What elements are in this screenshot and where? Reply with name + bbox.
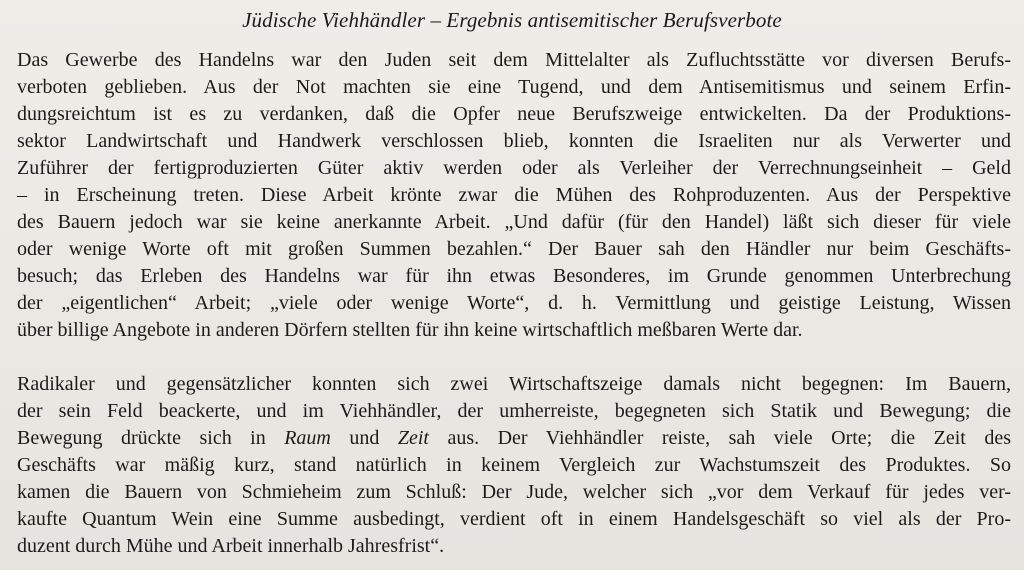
text-line: der „eigentlichen“ Arbeit; „viele oder wenige Worte“, d. h. Vermittlung und geistige Leistung, Wissen (17, 292, 1011, 314)
text-line: der sein Feld beackerte, und im Viehhändler, der umherreiste, begegneten sich Statik und Bewegung; die (17, 400, 1011, 422)
paragraph-1 (17, 47, 1011, 344)
text-line-with-emphasis (17, 425, 1011, 452)
text-line: dungsreichtum ist es zu verdanken, daß die Opfer neue Berufszweige entwickelten. Da der Produktions- (17, 103, 1011, 125)
text-line: kamen die Bauern von Schmieheim zum Schluß: Der Jude, welcher sich „vor dem Verkauf für jedes ver- (17, 481, 1011, 503)
page-title: Jüdische Viehhändler – Ergebnis antisemitischer Berufsverbote (242, 8, 782, 32)
text-line: Das Gewerbe des Handelns war den Juden seit dem Mittelalter als Zufluchtsstätte vor diversen Berufs- (17, 49, 1011, 71)
text-line: duzent durch Mühe und Arbeit innerhalb Jahresfrist“. (17, 535, 445, 557)
text-line: kaufte Quantum Wein eine Summe ausbedingt, verdient oft in einem Handelsgeschäft so viel als der Pro- (17, 508, 1011, 530)
text-line: oder wenige Worte oft mit großen Summen bezahlen.“ Der Bauer sah den Händler nur beim Geschäfts- (17, 238, 1011, 260)
text-line: Radikaler und gegensätzlicher konnten sich zwei Wirtschaftszeige damals nicht begegnen: Im Bauern, (17, 373, 1011, 395)
text-segment: Bewegung drückte sich in (17, 427, 285, 449)
text-line: – in Erscheinung treten. Diese Arbeit krönte zwar die Mühen des Rohproduzenten. Aus der Perspektive (17, 184, 1011, 206)
text-line: über billige Angebote in anderen Dörfern stellten für ihn keine wirtschaftlich meßbaren Werte dar. (17, 319, 803, 341)
emphasis-raum: Raum (284, 427, 331, 449)
paragraph-2 (17, 371, 1011, 560)
text-line: verboten geblieben. Aus der Not machten sie eine Tugend, und dem Antisemitismus und seinem Erfin- (17, 76, 1011, 98)
text-line: besuch; das Erleben des Handelns war für ihn etwas Besonderes, im Grunde genommen Unterbrechung (17, 265, 1011, 287)
text-segment: und (330, 427, 398, 449)
text-line: Geschäfts war mäßig kurz, stand natürlich in keinem Vergleich zur Wachstumszeit des Produktes. So (17, 454, 1011, 476)
text-segment: aus. Der Viehhändler reiste, sah viele Orte; die Zeit des (428, 427, 1011, 449)
text-line: sektor Landwirtschaft und Handwerk verschlossen blieb, konnten die Israeliten nur als Verwerter und (17, 130, 1011, 152)
emphasis-zeit: Zeit (397, 427, 429, 449)
text-line: des Bauern jedoch war sie keine anerkannte Arbeit. „Und dafür (für den Handel) läßt sich dieser für viele (17, 211, 1011, 233)
text-line: Zuführer der fertigproduzierten Güter aktiv werden oder als Verleiher der Verrechnungseinheit – Geld (17, 157, 1011, 179)
